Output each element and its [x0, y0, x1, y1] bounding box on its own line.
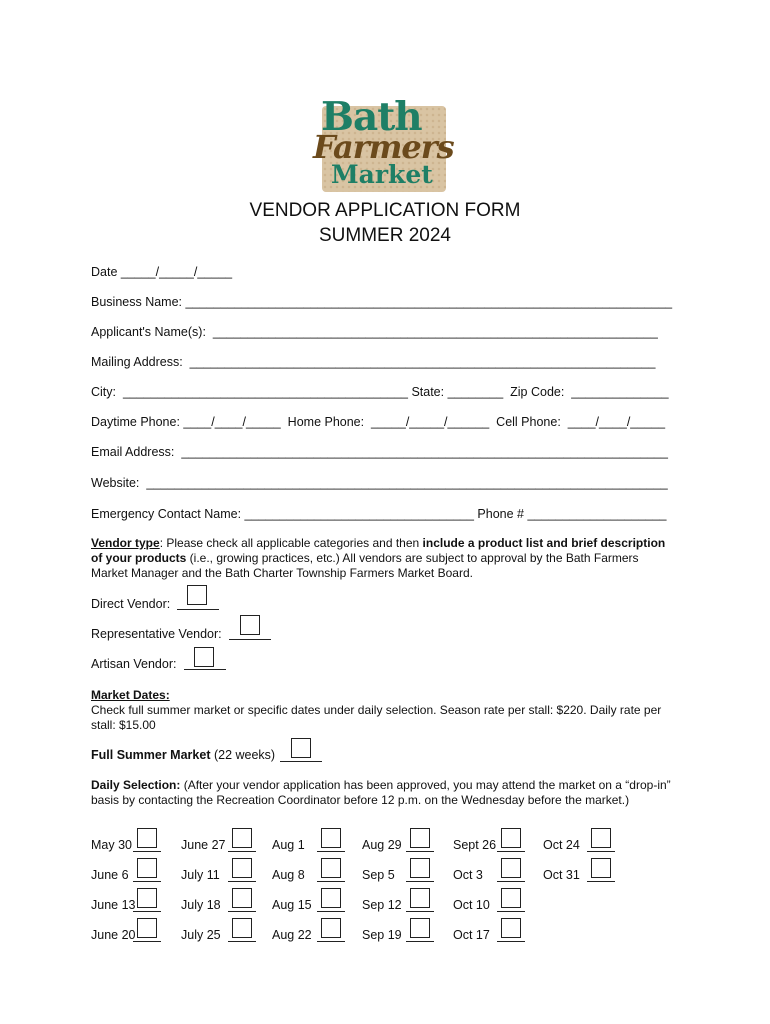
date-underline [133, 911, 161, 912]
date-label: Sep 19 [362, 928, 402, 942]
date-underline [587, 851, 615, 852]
date-checkbox[interactable] [137, 828, 157, 848]
logo-line-market: Market [331, 160, 433, 189]
date-label: Oct 31 [543, 868, 580, 882]
date-checkbox[interactable] [232, 828, 252, 848]
date-checkbox[interactable] [591, 858, 611, 878]
date-underline [497, 851, 525, 852]
date-label: Oct 17 [453, 928, 490, 942]
date-label: Sep 5 [362, 868, 395, 882]
market-dates-heading: Market Dates: [91, 688, 170, 702]
date-checkbox[interactable] [137, 888, 157, 908]
date-underline [497, 941, 525, 942]
website-field[interactable]: Website: ___________________________________________________________________________ [91, 476, 668, 490]
date-checkbox[interactable] [321, 858, 341, 878]
business-name-field[interactable]: Business Name: ______________________________________________________________________ [91, 295, 673, 309]
date-label: Aug 15 [272, 898, 312, 912]
date-underline [406, 911, 434, 912]
date-label: July 11 [181, 868, 220, 882]
emergency-contact-field[interactable]: Emergency Contact Name: _________________________________ Phone # ____________________ [91, 507, 667, 521]
full-summer-market-title: Full Summer Market [91, 748, 211, 762]
form-subtitle: SUMMER 2024 [319, 225, 451, 246]
date-checkbox[interactable] [501, 828, 521, 848]
full-summer-market-underline [280, 761, 322, 762]
date-label: May 30 [91, 838, 132, 852]
date-label: Aug 1 [272, 838, 305, 852]
date-checkbox[interactable] [410, 828, 430, 848]
form-title: VENDOR APPLICATION FORM [249, 200, 521, 221]
date-underline [497, 911, 525, 912]
date-checkbox[interactable] [137, 918, 157, 938]
date-field[interactable]: Date _____/_____/_____ [91, 265, 233, 279]
date-label: Sep 12 [362, 898, 402, 912]
phone-numbers-field[interactable]: Daytime Phone: ____/____/_____ Home Phone: _____/_____/______ Cell Phone: ____/____/_____ [91, 415, 666, 429]
artisan-vendor-underline [184, 669, 226, 670]
date-underline [497, 881, 525, 882]
market-dates-paragraph [91, 688, 671, 733]
logo-line-bath: Bath [321, 94, 422, 140]
date-underline [228, 911, 256, 912]
date-label: Aug 8 [272, 868, 305, 882]
applicant-name-field[interactable]: Applicant's Name(s): ________________________________________________________________ [91, 325, 658, 339]
daily-selection-text: (After your vendor application has been approved, you may attend the market on a “drop-in” basis by contacting the Recreation Coordinator before 12 p.m. on the Wednesday before the market.) [91, 778, 671, 807]
date-checkbox[interactable] [410, 888, 430, 908]
date-underline [406, 881, 434, 882]
artisan-vendor-checkbox[interactable] [194, 647, 214, 667]
date-underline [133, 851, 161, 852]
date-underline [133, 881, 161, 882]
date-label: July 25 [181, 928, 221, 942]
date-label: June 6 [91, 868, 129, 882]
date-checkbox[interactable] [410, 918, 430, 938]
vendor-type-text2: (i.e., growing practices, etc.) All vendors are subject to approval by the Bath Farmers Market Manager and the Bath Charter Township Farmers Market Board. [91, 551, 639, 580]
vendor-type-text1: : Please check all applicable categories and then [159, 536, 423, 550]
market-dates-text: Check full summer market or specific dates under daily selection. Season rate per stall: $220. Daily rate per stall: $15.00 [91, 703, 662, 732]
email-address-field[interactable]: Email Address: ______________________________________________________________________ [91, 445, 668, 459]
date-label: July 18 [181, 898, 221, 912]
date-checkbox[interactable] [591, 828, 611, 848]
representative-vendor-label: Representative Vendor: [91, 627, 222, 641]
date-checkbox[interactable] [137, 858, 157, 878]
date-label: Oct 3 [453, 868, 483, 882]
mailing-address-field[interactable]: Mailing Address: ___________________________________________________________________ [91, 355, 656, 369]
date-label: June 20 [91, 928, 136, 942]
logo-line-farmers: Farmers [313, 128, 454, 166]
date-label: Aug 22 [272, 928, 312, 942]
date-underline [228, 881, 256, 882]
date-checkbox[interactable] [232, 918, 252, 938]
date-underline [228, 851, 256, 852]
date-underline [228, 941, 256, 942]
date-label: June 27 [181, 838, 226, 852]
daily-selection-heading: Daily Selection: [91, 778, 181, 792]
date-checkbox[interactable] [321, 828, 341, 848]
date-label: June 13 [91, 898, 136, 912]
date-checkbox[interactable] [232, 858, 252, 878]
date-checkbox[interactable] [321, 888, 341, 908]
vendor-type-bold: include a product list and brief description of your products [91, 536, 666, 565]
date-checkbox[interactable] [501, 918, 521, 938]
date-underline [406, 941, 434, 942]
artisan-vendor-label: Artisan Vendor: [91, 657, 177, 671]
representative-vendor-underline [229, 639, 271, 640]
direct-vendor-label: Direct Vendor: [91, 597, 171, 611]
date-checkbox[interactable] [501, 888, 521, 908]
date-underline [317, 911, 345, 912]
date-label: Oct 24 [543, 838, 580, 852]
direct-vendor-underline [177, 609, 219, 610]
date-checkbox[interactable] [321, 918, 341, 938]
date-label: Oct 10 [453, 898, 490, 912]
vendor-type-paragraph [91, 536, 671, 581]
date-checkbox[interactable] [501, 858, 521, 878]
full-summer-market-checkbox[interactable] [291, 738, 311, 758]
date-checkbox[interactable] [232, 888, 252, 908]
date-underline [133, 941, 161, 942]
vendor-type-heading: Vendor type [91, 536, 160, 550]
full-summer-market-label [91, 748, 275, 762]
daily-selection-paragraph [91, 778, 671, 808]
date-underline [317, 881, 345, 882]
date-underline [317, 941, 345, 942]
date-label: Aug 29 [362, 838, 402, 852]
direct-vendor-checkbox[interactable] [187, 585, 207, 605]
full-summer-market-note: (22 weeks) [210, 748, 276, 762]
date-underline [587, 881, 615, 882]
date-underline [406, 851, 434, 852]
date-underline [317, 851, 345, 852]
date-checkbox[interactable] [410, 858, 430, 878]
bath-farmers-market-logo [313, 94, 463, 194]
date-label: Sept 26 [453, 838, 497, 852]
representative-vendor-checkbox[interactable] [240, 615, 260, 635]
city-state-zip-field[interactable]: City: _________________________________________ State: ________ Zip Code: ______________ [91, 385, 669, 399]
